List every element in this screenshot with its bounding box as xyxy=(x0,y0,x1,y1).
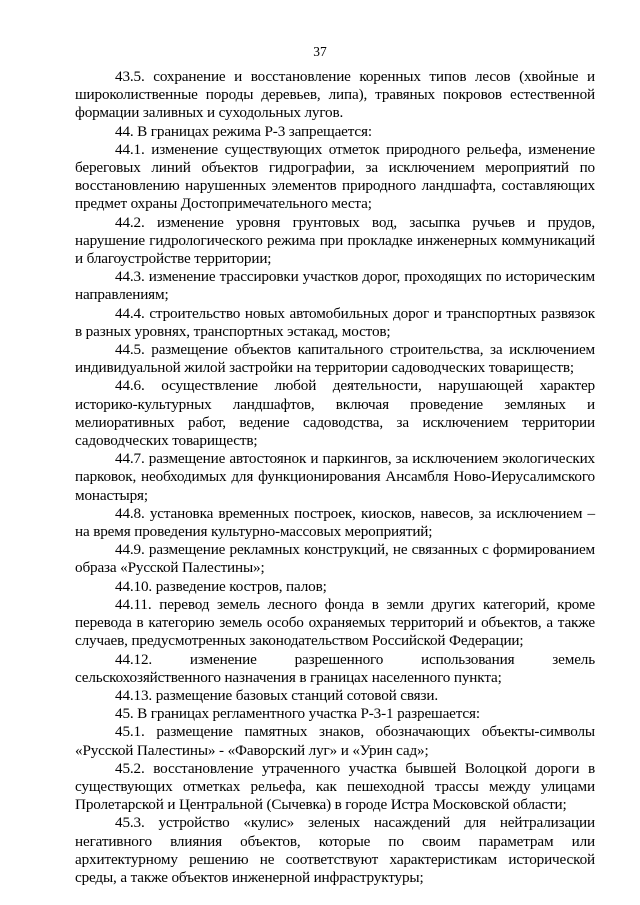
paragraph-45-1: 45.1. размещение памятных знаков, обозначающих объекты-символы «Русской Палестины» - «Фаворский луг» и «Урин сад»; xyxy=(75,723,595,759)
paragraph-43-5: 43.5. сохранение и восстановление коренных типов лесов (хвойные и широколиственные породы деревьев, липа), травяных покровов естественной формации заливных и суходольных лугов. xyxy=(75,68,595,122)
paragraph-44: 44. В границах режима Р-3 запрещается: xyxy=(115,122,372,140)
paragraph-44-1: 44.1. изменение существующих отметок природного рельефа, изменение береговых линий объектов гидрографии, за исключением мероприятий по восстановлению нарушенных элементов природного ландшафта, составляющих предмет охраны Достопримечательного места; xyxy=(75,140,595,213)
paragraph-44-4: 44.4. строительство новых автомобильных дорог и транспортных развязок в разных уровнях, транспортных эстакад, мостов; xyxy=(75,304,595,340)
paragraph-44-11: 44.11. перевод земель лесного фонда в земли других категорий, кроме перевода в категорию земель особо охраняемых территорий и объектов, а также случаев, предусмотренных законодательством Российской Федерации; xyxy=(75,595,595,650)
paragraph-44-8: 44.8. установка временных построек, киосков, навесов, за исключением – на время проведения культурно-массовых мероприятий; xyxy=(75,504,595,541)
paragraph-44-5: 44.5. размещение объектов капитального строительства, за исключением индивидуальной жилой застройки на территории садоводческих товариществ; xyxy=(75,341,595,377)
paragraph-45-3: 45.3. устройство «кулис» зеленых насаждений для нейтрализации негативного влияния объектов, которые по своим параметрам или архитектурному решению не соответствуют характеристикам исторической среды, а также объектов инженерной инфраструктуры; xyxy=(75,814,595,886)
paragraph-44-13: 44.13. размещение базовых станций сотовой связи. xyxy=(115,686,438,704)
paragraph-44-3: 44.3. изменение трассировки участков дорог, проходящих по историческим направлениям; xyxy=(75,268,595,304)
paragraph-44-7: 44.7. размещение автостоянок и паркингов, за исключением экологических парковок, необходимых для функционирования Ансамбля Ново-Иерусалимского монастыря; xyxy=(75,450,595,504)
page-number: 37 xyxy=(313,44,327,59)
paragraph-44-10: 44.10. разведение костров, палов; xyxy=(115,577,327,595)
paragraph-45-2: 45.2. восстановление утраченного участка бывшей Волоцкой дороги в существующих отметках рельефа, как пешеходной трассы между улицами Пролетарской и Центральной (Сычевка) в городе Истра Московской области; xyxy=(75,759,595,814)
paragraph-44-2: 44.2. изменение уровня грунтовых вод, засыпка ручьев и прудов, нарушение гидрологического режима при прокладке инженерных коммуникаций и благоустройстве территории; xyxy=(75,213,595,268)
paragraph-44-9: 44.9. размещение рекламных конструкций, не связанных с формированием образа «Русской Палестины»; xyxy=(75,541,595,577)
document-body xyxy=(75,68,595,887)
paragraph-45: 45. В границах регламентного участка Р-3-1 разрешается: xyxy=(115,705,480,723)
paragraph-44-6: 44.6. осуществление любой деятельности, нарушающей характер историко-культурных ландшафтов, включая проведение земляных и мелиоративных работ, ведение садоводства, за исключением территории садоводческих товариществ; xyxy=(75,377,595,450)
paragraph-44-12: 44.12. изменение разрешенного использования земель сельскохозяйственного назначения в границах населенного пункта; xyxy=(75,650,595,686)
